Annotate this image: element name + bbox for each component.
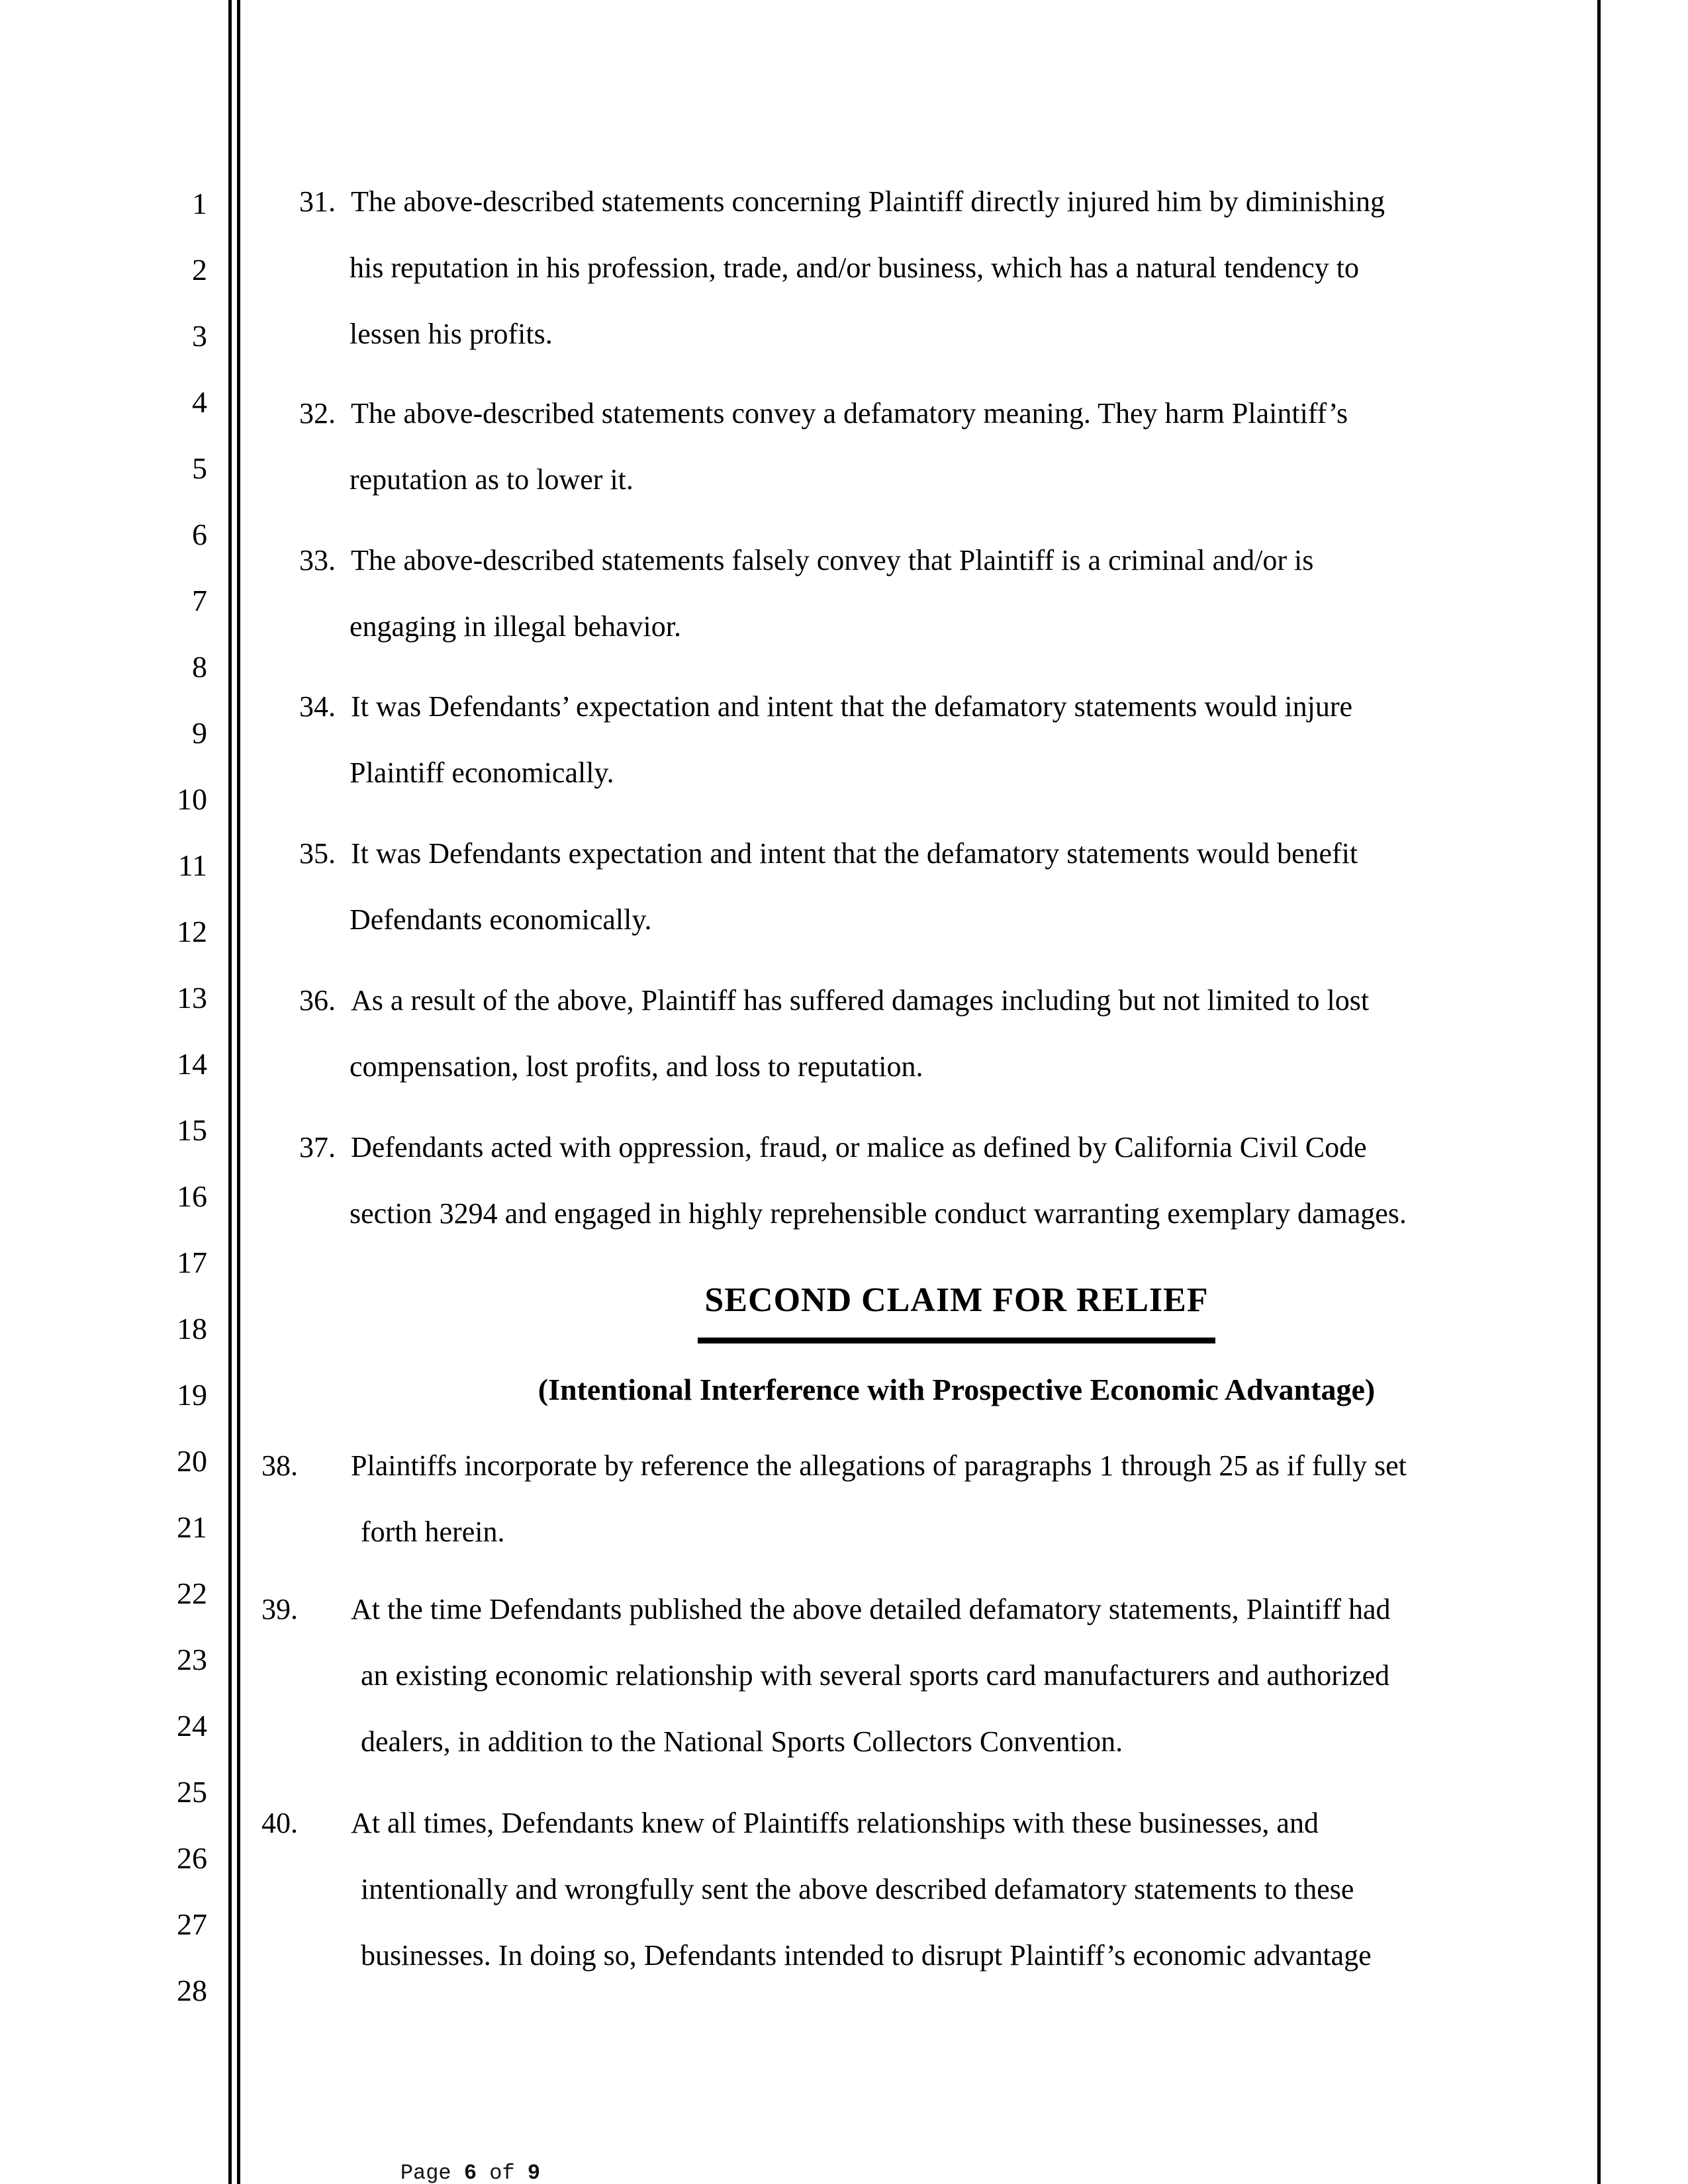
line-number: 25 bbox=[177, 1775, 207, 1809]
line-number: 3 bbox=[192, 319, 207, 353]
footer-page-number: 6 bbox=[463, 2161, 477, 2184]
line-number: 1 bbox=[192, 187, 207, 220]
line-number: 21 bbox=[177, 1510, 207, 1544]
claim-heading-text: SECOND CLAIM FOR RELIEF bbox=[698, 1267, 1215, 1343]
line-number: 24 bbox=[177, 1709, 207, 1743]
line-number: 7 bbox=[192, 584, 207, 617]
left-double-rule-outer bbox=[228, 0, 232, 2184]
paragraph-number: 35. bbox=[299, 837, 336, 870]
claim-heading bbox=[351, 1267, 1562, 1334]
line-number: 12 bbox=[177, 915, 207, 948]
line-number: 22 bbox=[177, 1576, 207, 1610]
line-number: 20 bbox=[177, 1444, 207, 1478]
line-number: 6 bbox=[192, 518, 207, 551]
right-margin-rule bbox=[1597, 0, 1601, 2184]
paragraph-number: 40. bbox=[261, 1807, 298, 1839]
body-line: As a result of the above, Plaintiff has suffered damages including but not limited to lost bbox=[351, 984, 1370, 1017]
line-number: 17 bbox=[177, 1246, 207, 1279]
body-line: At the time Defendants published the above detailed defamatory statements, Plaintiff had bbox=[351, 1593, 1391, 1625]
paragraph-number: 36. bbox=[299, 984, 336, 1017]
body-line: It was Defendants’ expectation and intent that the defamatory statements would injure bbox=[351, 690, 1353, 723]
paragraph-number: 32. bbox=[299, 397, 336, 430]
body-line: The above-described statements convey a defamatory meaning. They harm Plaintiff’s bbox=[351, 397, 1348, 430]
line-number: 9 bbox=[192, 716, 207, 750]
body-line: section 3294 and engaged in highly reprehensible conduct warranting exemplary damages. bbox=[350, 1197, 1407, 1230]
paragraph-number: 34. bbox=[299, 690, 336, 723]
left-double-rule-inner bbox=[237, 0, 240, 2184]
line-number: 16 bbox=[177, 1179, 207, 1213]
line-number: 27 bbox=[177, 1907, 207, 1941]
body-line: businesses. In doing so, Defendants intended to disrupt Plaintiff’s economic advantage bbox=[361, 1939, 1372, 1972]
line-number: 8 bbox=[192, 650, 207, 684]
paragraph-number: 33. bbox=[299, 544, 336, 576]
body-line: Defendants acted with oppression, fraud, or malice as defined by California Civil Code bbox=[351, 1131, 1367, 1163]
line-number: 5 bbox=[192, 451, 207, 485]
body-line: forth herein. bbox=[361, 1516, 505, 1548]
line-number: 4 bbox=[192, 385, 207, 419]
body-line: lessen his profits. bbox=[350, 318, 553, 350]
footer-page-label: Page bbox=[400, 2161, 464, 2184]
line-number: 15 bbox=[177, 1113, 207, 1147]
body-line: Plaintiffs incorporate by reference the allegations of paragraphs 1 through 25 as if fully set bbox=[351, 1449, 1407, 1482]
paragraph-number: 39. bbox=[261, 1593, 298, 1625]
footer-total-pages: 9 bbox=[527, 2161, 541, 2184]
paragraph-number: 37. bbox=[299, 1131, 336, 1163]
body-line: intentionally and wrongfully sent the above described defamatory statements to these bbox=[361, 1873, 1354, 1905]
line-number: 18 bbox=[177, 1312, 207, 1345]
line-number: 14 bbox=[177, 1047, 207, 1081]
page-footer bbox=[350, 2130, 541, 2184]
claim-subheading: (Intentional Interference with Prospective Economic Advantage) bbox=[538, 1373, 1376, 1406]
body-line: an existing economic relationship with several sports card manufacturers and authorized bbox=[361, 1659, 1390, 1692]
body-line: It was Defendants expectation and intent that the defamatory statements would benefit bbox=[351, 837, 1358, 870]
body-line: compensation, lost profits, and loss to reputation. bbox=[350, 1050, 923, 1083]
body-line: The above-described statements concerning Plaintiff directly injured him by diminishing bbox=[351, 185, 1385, 218]
line-number: 10 bbox=[177, 782, 207, 816]
body-line: dealers, in addition to the National Sports Collectors Convention. bbox=[361, 1725, 1123, 1758]
line-number: 19 bbox=[177, 1378, 207, 1412]
body-line: reputation as to lower it. bbox=[350, 463, 633, 496]
footer-of-label: of bbox=[477, 2161, 528, 2184]
body-line: The above-described statements falsely convey that Plaintiff is a criminal and/or is bbox=[351, 544, 1314, 576]
paragraph-number: 38. bbox=[261, 1449, 298, 1482]
body-line: engaging in illegal behavior. bbox=[350, 610, 681, 643]
line-number: 2 bbox=[192, 253, 207, 287]
body-line: At all times, Defendants knew of Plaintiffs relationships with these businesses, and bbox=[351, 1807, 1319, 1839]
body-line: Plaintiff economically. bbox=[350, 756, 614, 789]
line-number: 26 bbox=[177, 1841, 207, 1875]
body-line: his reputation in his profession, trade, and/or business, which has a natural tendency to bbox=[350, 251, 1359, 284]
line-number: 13 bbox=[177, 981, 207, 1015]
line-number: 23 bbox=[177, 1643, 207, 1676]
paragraph-number: 31. bbox=[299, 185, 336, 218]
line-number: 28 bbox=[177, 1974, 207, 2007]
line-number: 11 bbox=[177, 848, 207, 882]
body-line: Defendants economically. bbox=[350, 903, 652, 936]
